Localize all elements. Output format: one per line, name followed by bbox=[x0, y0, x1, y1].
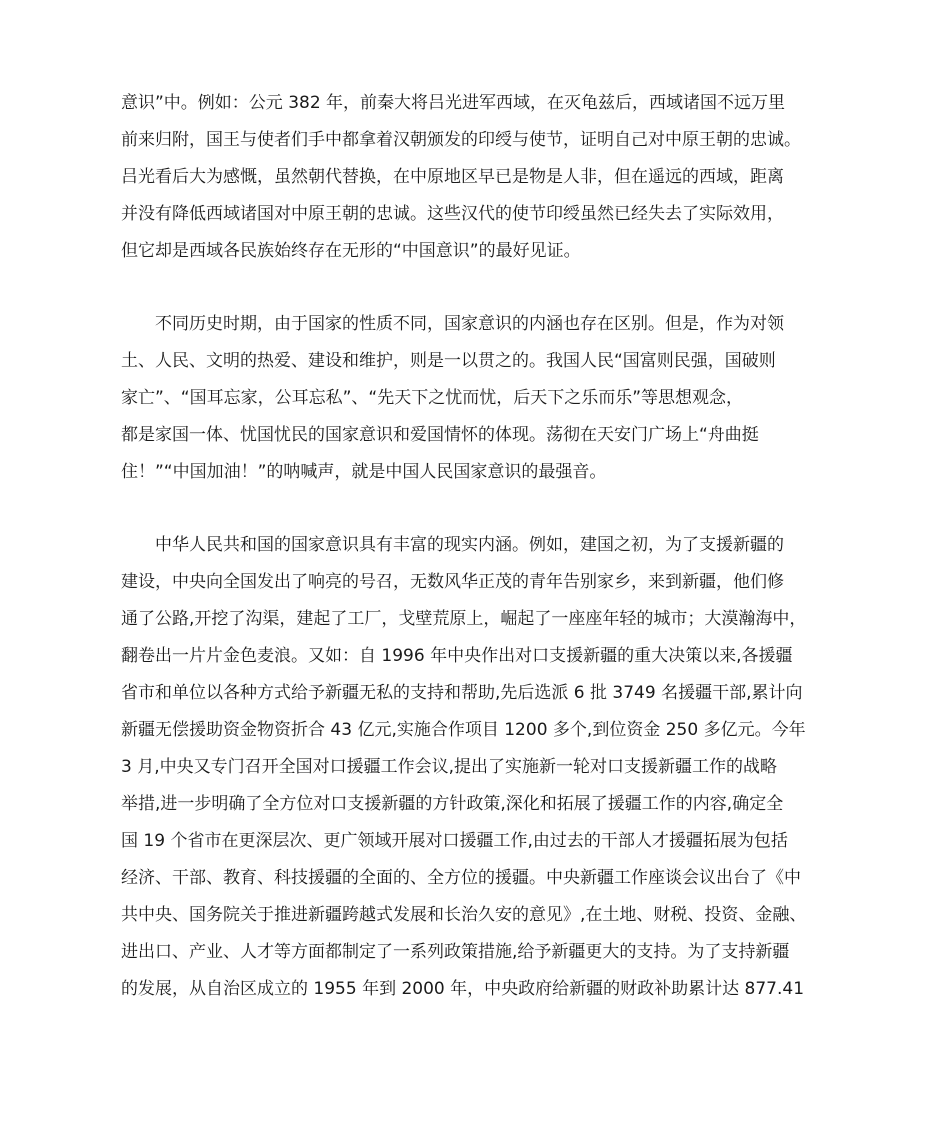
paragraph-line: 经济、干部、教育、科技援疆的全面的、全方位的援疆。中央新疆工作座谈会议出台了《中 bbox=[121, 868, 801, 888]
paragraph-line: 家亡”、“国耳忘家，公耳忘私”、“先天下之忧而忧，后天下之乐而乐”等思想观念， bbox=[121, 388, 744, 408]
paragraph-line: 意识”中。例如：公元 382 年，前秦大将吕光进军西域，在灭龟兹后，西域诸国不远万里 bbox=[121, 93, 786, 113]
paragraph-line: 省市和单位以各种方式给予新疆无私的支持和帮助,先后选派 6 批 3749 名援疆干部,累计向 bbox=[121, 683, 803, 703]
paragraph-line: 但它却是西域各民族始终存在无形的“中国意识”的最好见证。 bbox=[121, 241, 581, 261]
paragraph-2 bbox=[121, 306, 833, 491]
paragraph-line: 并没有降低西域诸国对中原王朝的忠诚。这些汉代的使节印绶虽然已经失去了实际效用， bbox=[121, 204, 784, 224]
paragraph-line: 新疆无偿援助资金物资折合 43 亿元,实施合作项目 1200 多个,到位资金 250 多亿元。今年 bbox=[121, 720, 806, 740]
paragraph-line: 翻卷出一片片金色麦浪。又如：自 1996 年中央作出对口支援新疆的重大决策以来,各援疆 bbox=[121, 646, 793, 666]
paragraph-3 bbox=[121, 527, 833, 1008]
paragraph-line: 前来归附，国王与使者们手中都拿着汉朝颁发的印绶与使节，证明自己对中原王朝的忠诚。 bbox=[121, 130, 801, 150]
paragraph-line: 举措,进一步明确了全方位对口支援新疆的方针政策,深化和拓展了援疆工作的内容,确定全 bbox=[121, 794, 784, 814]
paragraph-line: 通了公路,开挖了沟渠，建起了工厂，戈壁荒原上，崛起了一座座年轻的城市；大漠瀚海中， bbox=[121, 609, 807, 629]
paragraph-line: 3 月,中央又专门召开全国对口援疆工作会议,提出了实施新一轮对口支援新疆工作的战略 bbox=[121, 757, 778, 777]
paragraph-line: 共中央、国务院关于推进新疆跨越式发展和长治久安的意见》,在土地、财税、投资、金融、 bbox=[121, 905, 807, 925]
paragraph-line: 吕光看后大为感慨，虽然朝代替换，在中原地区早已是物是人非，但在遥远的西域，距离 bbox=[121, 167, 784, 187]
paragraph-line: 建设，中央向全国发出了响亮的号召，无数风华正茂的青年告别家乡，来到新疆，他们修 bbox=[121, 572, 784, 592]
paragraph-line: 住！”“中国加油！”的呐喊声，就是中国人民国家意识的最强音。 bbox=[121, 462, 607, 482]
paragraph-line: 的发展，从自治区成立的 1955 年到 2000 年，中央政府给新疆的财政补助累计达 877.41 bbox=[121, 979, 805, 999]
paragraph-line: 土、人民、文明的热爱、建设和维护，则是一以贯之的。我国人民“国富则民强，国破则 bbox=[121, 351, 776, 371]
paragraph-line: 进出口、产业、人才等方面都制定了一系列政策措施,给予新疆更大的支持。为了支持新疆 bbox=[121, 942, 790, 962]
paragraph-line: 都是家国一体、忧国忧民的国家意识和爱国情怀的体现。荡彻在天安门广场上“舟曲挺 bbox=[121, 425, 759, 445]
paragraph-line: 国 19 个省市在更深层次、更广领域开展对口援疆工作,由过去的干部人才援疆拓展为包括 bbox=[121, 831, 788, 851]
paragraph-line: 中华人民共和国的国家意识具有丰富的现实内涵。例如，建国之初，为了支援新疆的 bbox=[155, 535, 784, 555]
paragraph-line: 不同历史时期，由于国家的性质不同，国家意识的内涵也存在区别。但是，作为对领 bbox=[155, 314, 784, 334]
paragraph-1 bbox=[121, 85, 833, 270]
